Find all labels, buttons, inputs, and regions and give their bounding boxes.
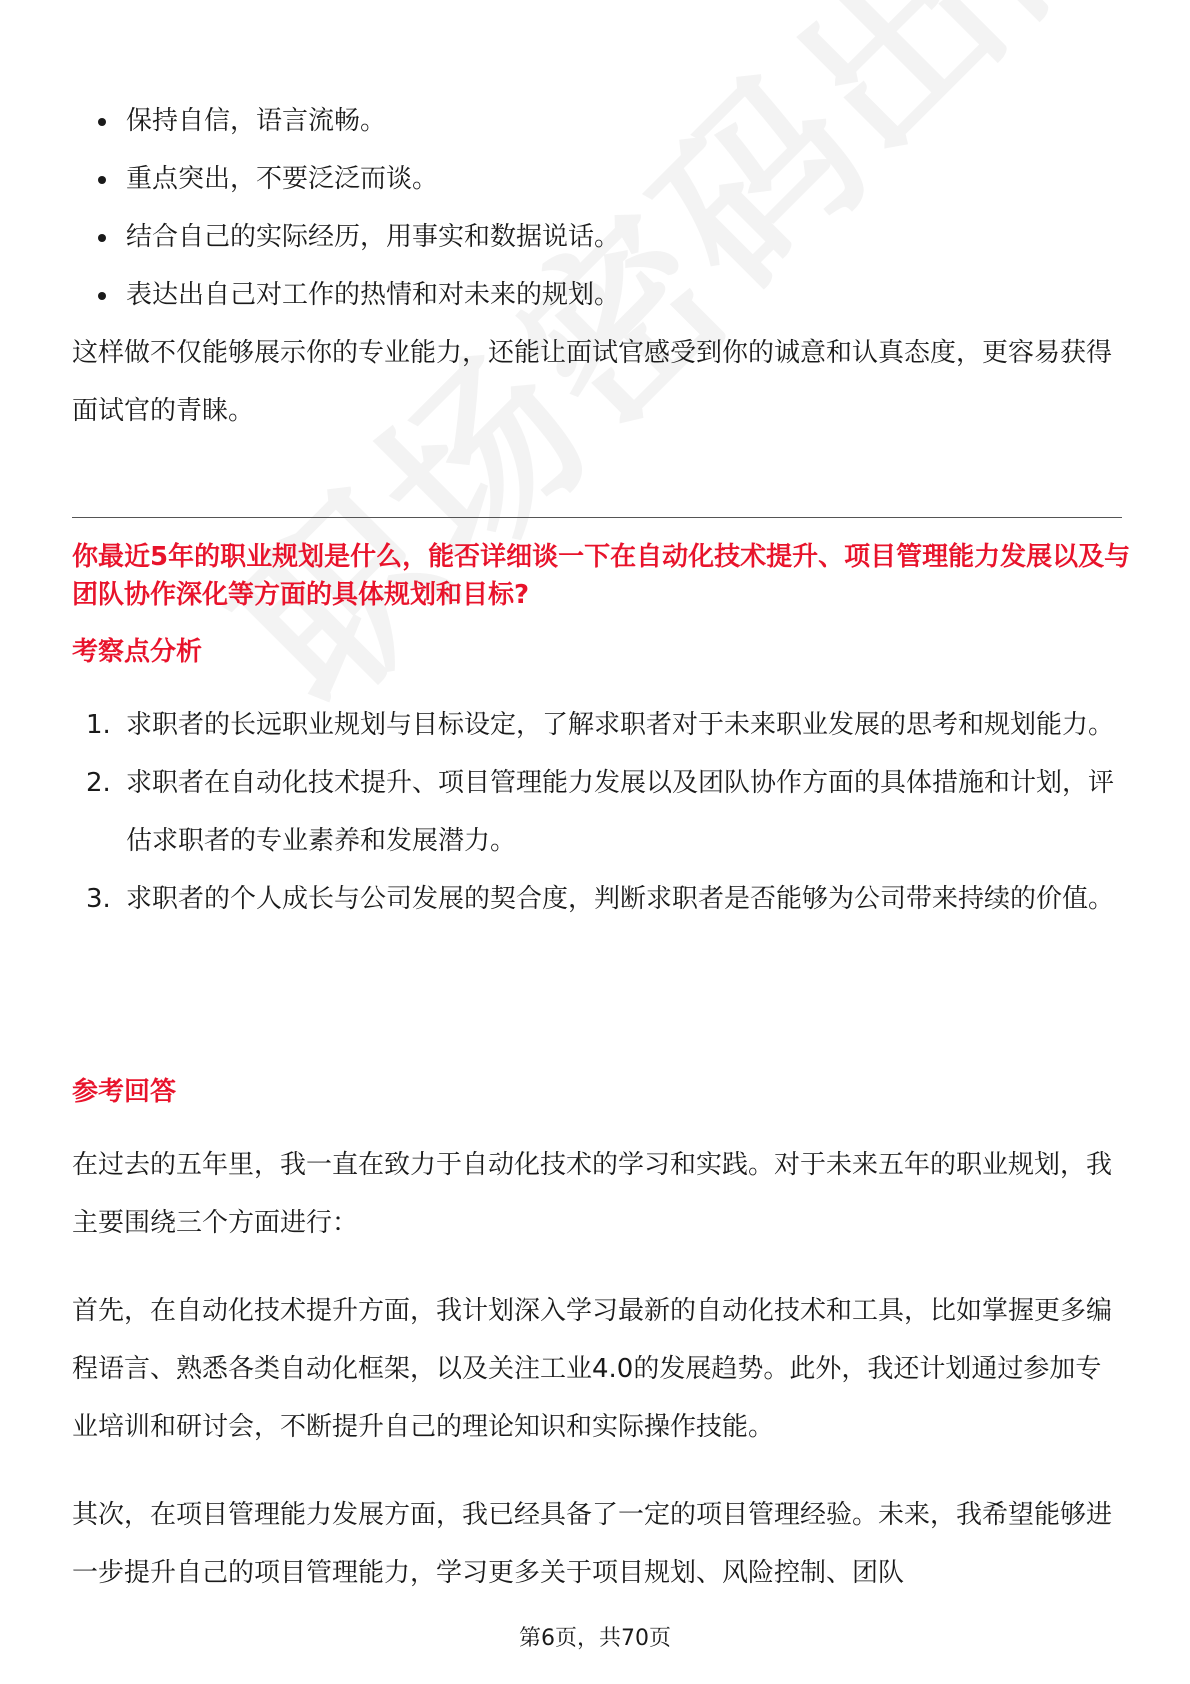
closing-paragraph: 这样做不仅能够展示你的专业能力，还能让面试官感受到你的诚意和认真态度，更容易获得面试官的青睐。 xyxy=(72,338,1113,426)
bullet-icon xyxy=(98,118,106,126)
bullet-icon xyxy=(98,176,106,184)
list-item xyxy=(72,754,1122,870)
tips-list xyxy=(96,92,620,324)
item-number: 1. xyxy=(86,710,111,740)
list-item-text: 表达出自己对工作的热情和对未来的规划。 xyxy=(126,280,621,310)
bullet-icon xyxy=(98,234,106,242)
list-item xyxy=(96,266,620,324)
answer-paragraph: 其次，在项目管理能力发展方面，我已经具备了一定的项目管理经验。未来，我希望能够进一步提升自己的项目管理能力，学习更多关于项目规划、风险控制、团队 xyxy=(72,1500,1113,1588)
list-item-text: 结合自己的实际经历，用事实和数据说话。 xyxy=(126,222,621,252)
list-item xyxy=(72,696,1122,754)
bullet-icon xyxy=(98,292,106,300)
list-item-text: 求职者的个人成长与公司发展的契合度，判断求职者是否能够为公司带来持续的价值。 xyxy=(126,884,1115,914)
section-divider xyxy=(72,517,1122,518)
question-heading: 你最近5年的职业规划是什么，能否详细谈一下在自动化技术提升、项目管理能力发展以及与团队协作深化等方面的具体规划和目标? xyxy=(72,542,1131,610)
page-number: 第6页，共70页 xyxy=(519,1626,671,1651)
list-item xyxy=(96,150,620,208)
list-item-text: 重点突出，不要泛泛而谈。 xyxy=(126,164,439,194)
list-item xyxy=(72,870,1122,928)
list-item-text: 求职者的长远职业规划与目标设定，了解求职者对于未来职业发展的思考和规划能力。 xyxy=(126,710,1115,740)
answer-paragraph: 在过去的五年里，我一直在致力于自动化技术的学习和实践。对于未来五年的职业规划，我主要围绕三个方面进行： xyxy=(72,1150,1113,1238)
list-item-text: 求职者在自动化技术提升、项目管理能力发展以及团队协作方面的具体措施和计划，评估求职者的专业素养和发展潜力。 xyxy=(126,768,1115,856)
item-number: 2. xyxy=(86,768,111,798)
list-item-text: 保持自信，语言流畅。 xyxy=(126,106,387,136)
answer-paragraph: 首先，在自动化技术提升方面，我计划深入学习最新的自动化技术和工具，比如掌握更多编程语言、熟悉各类自动化框架，以及关注工业4.0的发展趋势。此外，我还计划通过参加专业培训和研讨会，不断提升自己的理论知识和实际操作技能。 xyxy=(72,1296,1113,1442)
analysis-heading: 考察点分析 xyxy=(72,637,203,667)
item-number: 3. xyxy=(86,884,111,914)
answer-heading: 参考回答 xyxy=(72,1077,177,1107)
list-item xyxy=(96,92,620,150)
list-item xyxy=(96,208,620,266)
analysis-list xyxy=(72,696,1122,928)
